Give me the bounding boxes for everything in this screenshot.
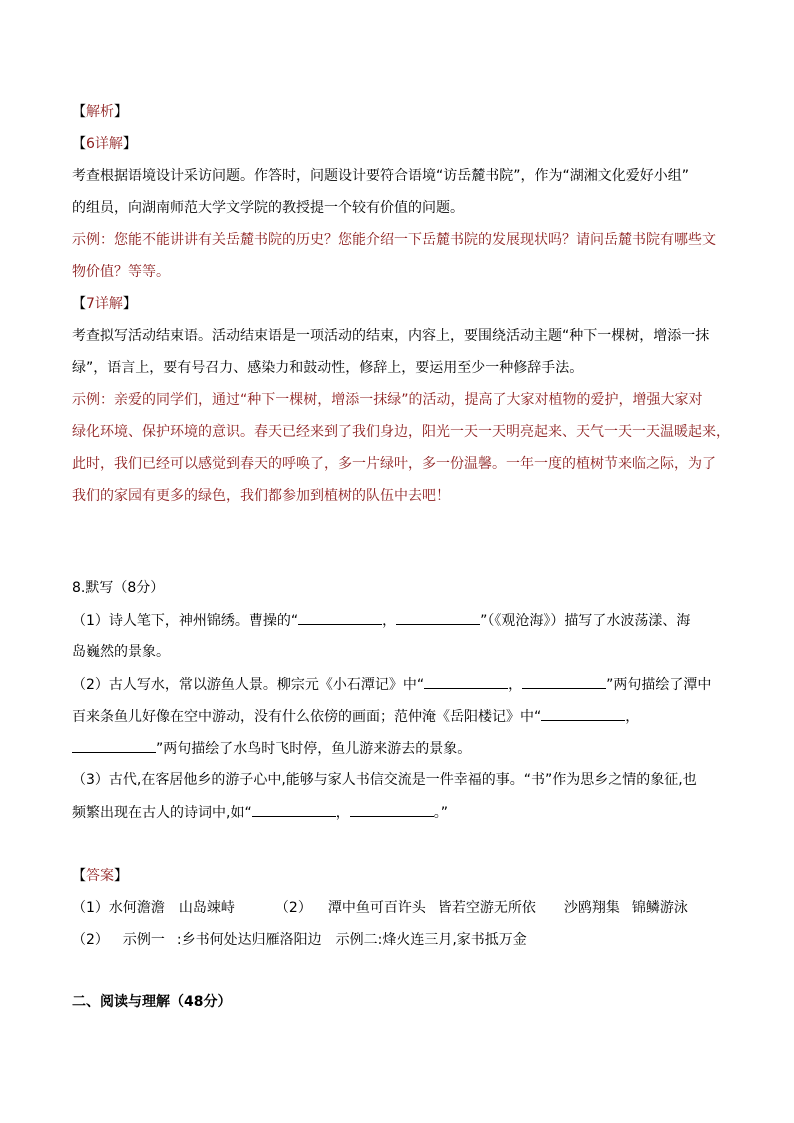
bracket-close: 】 [114,104,128,120]
section-2-title: 二、阅读与理解（48分） [72,994,232,1010]
fill-blank[interactable] [541,706,625,721]
q8-part2-line1 [72,674,711,694]
q6-heading [72,134,137,154]
fill-blank[interactable] [396,610,480,625]
q8-p3-text-b: 频繁出现在古人的诗词中,如“ [72,805,252,821]
q8-title: 8.默写（8分） [72,580,165,596]
q8-p1-text-b: ”（《观沧海》）描写了水波荡漾、海 [480,613,691,629]
answer-1a: （1）水何澹澹 [72,900,165,916]
analysis-heading-text: 解析 [86,104,114,120]
answer-3-example1-label: 示例一 [122,932,165,948]
fill-blank[interactable] [72,738,156,753]
fill-blank[interactable] [298,610,382,625]
q7-example-line-2: 绿化环境、保护环境的意识。春天已经来到了我们身边，阳光一天一天明亮起来、天气一天一天温暖起来， [72,424,730,440]
answer-3-example2: 示例二:烽火连三月,家书抵万金 [335,932,527,948]
answer-2-label: （2） [274,900,312,916]
q6-line-2: 的组员，向湖南师范大学文学院的教授提一个较有价值的问题。 [72,200,464,216]
fill-blank[interactable] [522,674,606,689]
q8-p3-sep: ， [335,805,350,821]
answer-row-1 [72,898,688,918]
q7-example-line-4: 我们的家园有更多的绿色，我们都参加到植树的队伍中去吧！ [72,488,450,504]
q8-part1-line2: 岛巍然的景象。 [72,644,170,660]
q8-part1-line1 [72,610,690,630]
answer-3-example1: :乡书何处达归雁洛阳边 [176,932,322,948]
q6-example-line-2: 物价值？等等。 [72,264,170,280]
answer-2a: 潭中鱼可百许头 [327,900,426,916]
q8-part3-line1: （3）古代,在客居他乡的游子心中,能够与家人书信交流是一件幸福的事。“书”作为思乡之情的象征,也 [72,772,697,788]
bracket-open: 【 [72,868,86,884]
q8-p2-text-b: ”两句描绘了潭中 [606,677,712,693]
fill-blank[interactable] [350,802,434,817]
q6-heading-text: 6详解 [86,136,123,152]
q8-p3-end: 。” [433,805,448,821]
answer-heading [72,866,128,886]
bracket-open: 【 [72,104,86,120]
answer-heading-text: 答案 [86,868,114,884]
q8-p2-sep: ， [508,677,523,693]
q7-heading [72,294,137,314]
q8-part2-line2 [72,706,639,726]
q8-p2-text-a: （2）古人写水，常以游鱼人景。柳宗元《小石潭记》中“ [72,677,425,693]
bracket-close: 】 [114,868,128,884]
answer-2d: 锦鳞游泳 [631,900,688,916]
answer-row-2 [72,930,527,950]
q7-heading-text: 7详解 [86,296,123,312]
answer-3-label: （2） [72,932,109,948]
q6-example-line-1: 示例：您能不能讲讲有关岳麓书院的历史？您能介绍一下岳麓书院的发展现状吗？请问岳麓书院有哪些文 [72,232,716,248]
q8-part3-line2 [72,802,448,822]
q8-p1-text-a: （1）诗人笔下，神州锦绣。曹操的“ [72,613,299,629]
bracket-close: 】 [122,296,137,312]
q7-line-2: 绿”，语言上，要有号召力、感染力和鼓动性，修辞上，要运用至少一种修辞手法。 [72,360,584,376]
q7-line-1: 考查拟写活动结束语。活动结束语是一项活动的结束，内容上，要围绕活动主题“种下一棵树，增添一抹 [72,328,710,344]
answer-2b: 皆若空游无所依 [437,900,536,916]
q7-example-line-1: 示例：亲爱的同学们，通过“种下一棵树，增添一抹绿”的活动，提高了大家对植物的爱护，增强大家对 [72,392,703,408]
bracket-close: 】 [122,136,137,152]
q8-p1-sep: ， [382,613,397,629]
fill-blank[interactable] [252,802,336,817]
q8-p2-text-d: ”两句描绘了水鸟时飞时停，鱼儿游来游去的景象。 [156,741,472,757]
analysis-heading [72,102,128,122]
q8-p2-text-c: 百来条鱼儿好像在空中游动，没有什么依傍的画面；范仲淹《岳阳楼记》中“ [72,709,542,725]
answer-1b: 山岛竦峙 [178,900,235,916]
fill-blank[interactable] [424,674,508,689]
answer-2c: 沙鸥翔集 [563,900,620,916]
q7-example-line-3: 此时，我们已经可以感觉到春天的呼唤了，多一片绿叶，多一份温馨。一年一度的植树节来临之际，为了 [72,456,716,472]
q6-line-1: 考查根据语境设计采访问题。作答时，问题设计要符合语境“访岳麓书院”，作为“湖湘文化爱好小组” [72,168,690,184]
bracket-open: 【 [72,296,86,312]
q8-p2-c-sep: ， [625,709,640,725]
q8-part2-line3 [72,738,471,758]
bracket-open: 【 [72,136,86,152]
